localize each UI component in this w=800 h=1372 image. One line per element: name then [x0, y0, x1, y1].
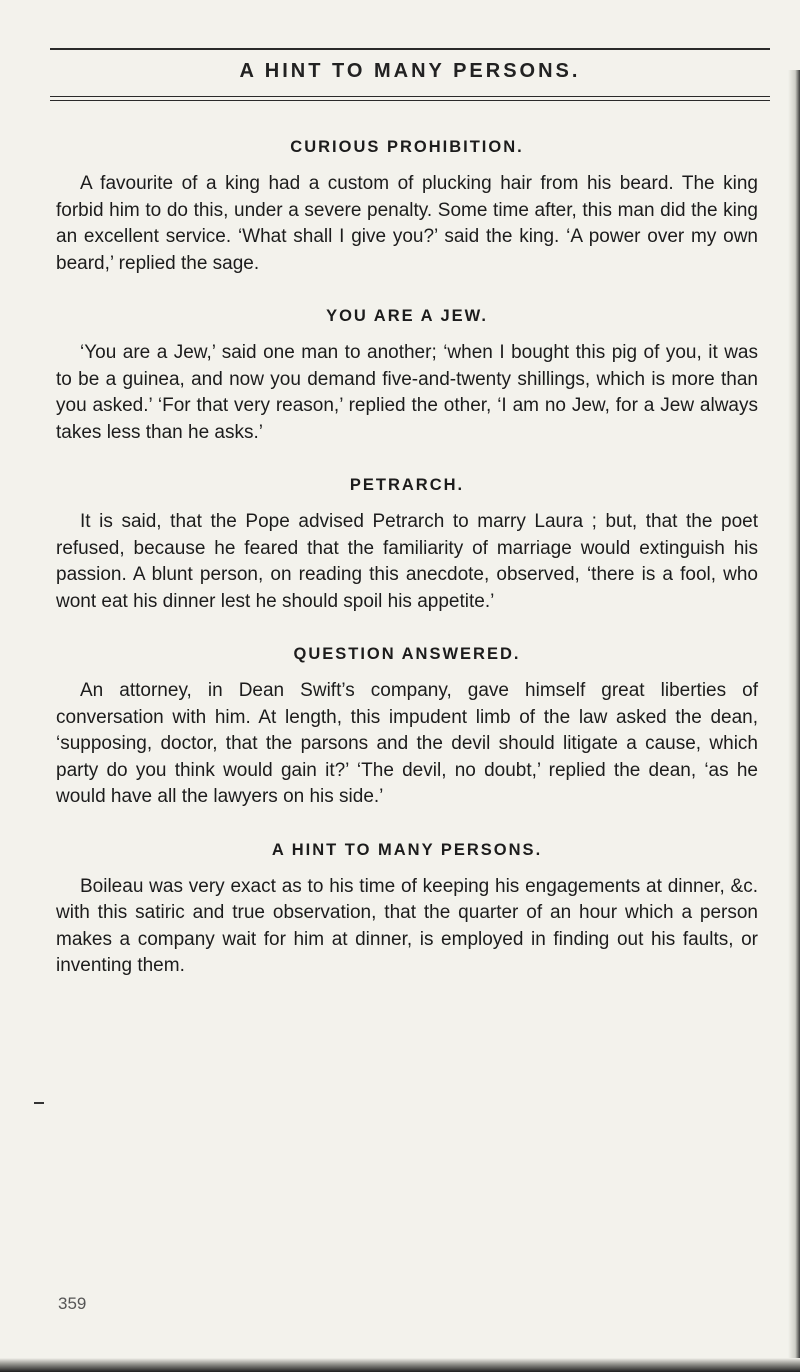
anecdote-question-answered: [56, 645, 758, 811]
section-title: YOU ARE A JEW.: [326, 307, 488, 325]
section-text: It is said, that the Pope advised Petrarch to marry Laura ; but, that the poet refused, because he feared that the familiarity of marriage would extinguish his passion. A blunt person, on reading this anecdote, observed, ‘there is a fool, who wont eat his dinner lest he should spoil his appetite.’: [56, 511, 758, 612]
anecdote-petrarch: [56, 476, 758, 615]
anecdote-curious-prohibition: [56, 138, 758, 277]
margin-mark: [34, 1102, 44, 1104]
top-rule: [50, 48, 770, 50]
section-text: ‘You are a Jew,’ said one man to another; ‘when I bought this pig of you, it was to be a guinea, and now you demand five-and-twenty shillings, which is more than you asked.’ ‘For that very reason,’ replied the other, ‘I am no Jew, for a Jew always takes less than he asks.’: [56, 342, 758, 443]
page-number: 359: [58, 1294, 87, 1313]
section-title: QUESTION ANSWERED.: [293, 645, 521, 663]
page-edge-shadow-bottom: [0, 1358, 800, 1372]
section-text: Boileau was very exact as to his time of keeping his engagements at dinner, &c. with this satiric and true observation, that the quarter of an hour which a person makes a company wait for him at dinner, is employed in finding out his faults, or inventing them.: [56, 875, 758, 976]
page-body: [56, 138, 758, 1010]
running-head: A HINT TO MANY PERSONS.: [239, 60, 581, 82]
section-title: PETRARCH.: [349, 476, 465, 494]
anecdote-a-hint-to-many-persons: [56, 841, 758, 980]
section-title: CURIOUS PROHIBITION.: [290, 138, 524, 156]
section-text: A favourite of a king had a custom of plucking hair from his beard. The king forbid him to do this, under a severe penalty. Some time after, this man did the king an excellent service. ‘What shall I give you?’ said the king. ‘A power over my own beard,’ replied the sage.: [56, 173, 758, 274]
header-rule: [50, 96, 770, 97]
section-title: A HINT TO MANY PERSONS.: [271, 840, 543, 859]
header-rule-double: [50, 100, 770, 101]
section-text: An attorney, in Dean Swift’s company, gave himself great liberties of conversation with him. At length, this impudent limb of the law asked the dean, ‘supposing, doctor, that the parsons and the devil should litigate a cause, which party do you think would gain it?’ ‘The devil, no doubt,’ replied the dean, ‘as he would have all the lawyers on his side.’: [56, 680, 758, 807]
anecdote-you-are-a-jew: [56, 307, 758, 446]
page-edge-shadow-right: [788, 70, 800, 1370]
